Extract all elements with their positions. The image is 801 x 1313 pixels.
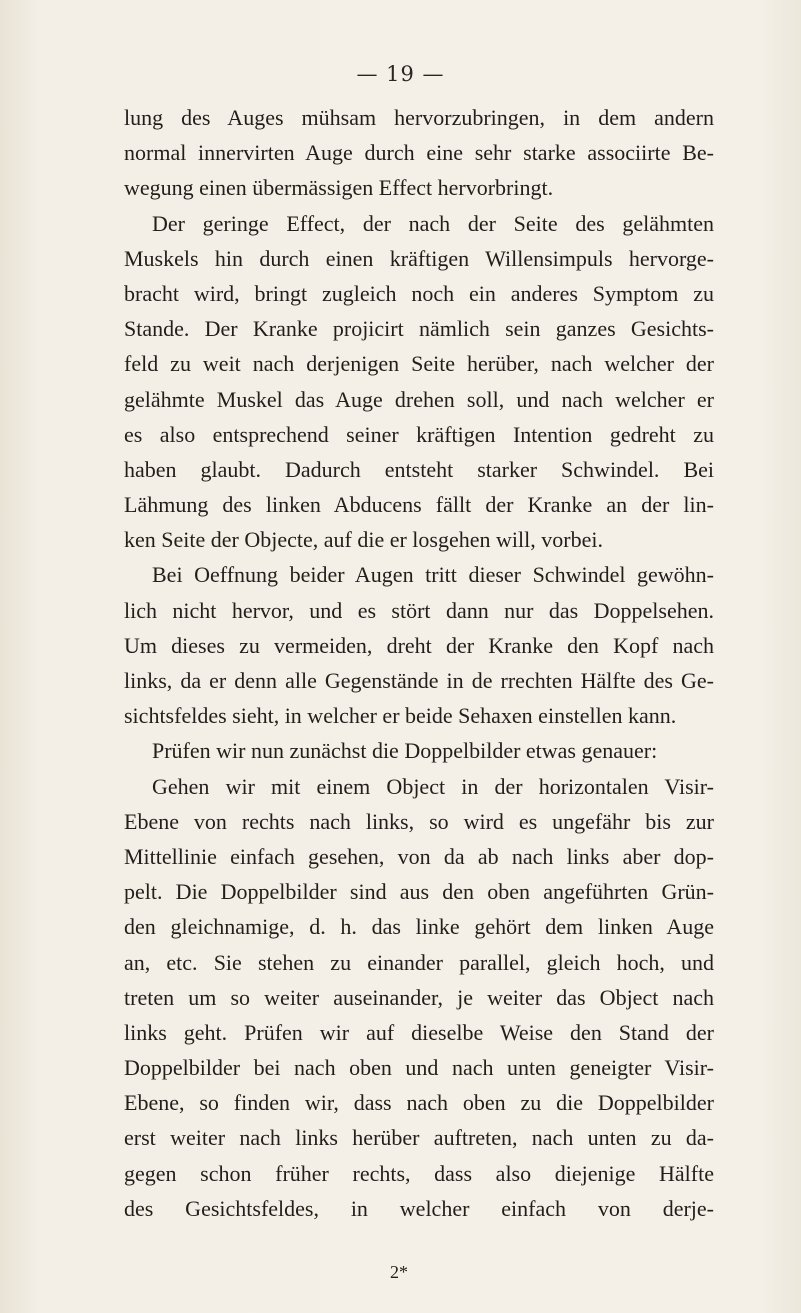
text-line: es also entsprechend seiner kräftigen Intention gedreht zu (124, 421, 714, 447)
text-line: Stande. Der Kranke projicirt nämlich sein ganzes Gesichts- (124, 316, 714, 342)
text-line: treten um so weiter auseinander, je weiter das Object nach (124, 984, 714, 1010)
text-line: den gleichnamige, d. h. das linke gehört dem linken Auge (124, 914, 714, 940)
text-line: des Gesichtsfeldes, in welcher einfach von derje- (124, 1195, 714, 1221)
text-line: Muskels hin durch einen kräftigen Willensimpuls hervorge- (124, 245, 714, 271)
text-line: links, da er denn alle Gegenstände in de rrechten Hälfte des Ge- (124, 668, 714, 693)
text-line: bracht wird, bringt zugleich noch ein anderes Symptom zu (124, 280, 714, 306)
text-line: lich nicht hervor, und es stört dann nur das Doppelsehen. (124, 597, 714, 623)
text-line: erst weiter nach links herüber auftreten, nach unten zu da- (124, 1125, 714, 1151)
text-line: gelähmte Muskel das Auge drehen soll, und nach welcher er (124, 386, 714, 412)
text-line: Ebene, so finden wir, dass nach oben zu die Doppelbilder (124, 1090, 714, 1116)
text-line: haben glaubt. Dadurch entsteht starker Schwindel. Bei (124, 456, 714, 482)
text-line: Bei Oeffnung beider Augen tritt dieser Schwindel gewöhn- (152, 562, 714, 588)
body-text (124, 100, 714, 1226)
text-line: links geht. Prüfen wir auf dieselbe Weise den Stand der (124, 1019, 714, 1045)
text-line: sichtsfeldes sieht, in welcher er beide Sehaxen einstellen kann. (124, 703, 677, 729)
text-line: Gehen wir mit einem Object in der horizontalen Visir- (152, 773, 714, 799)
text-line: feld zu weit nach derjenigen Seite herüber, nach welcher der (124, 351, 714, 377)
text-line: Um dieses zu vermeiden, dreht der Kranke den Kopf nach (124, 632, 714, 658)
text-line: gegen schon früher rechts, dass also diejenige Hälfte (124, 1160, 714, 1186)
text-line: Doppelbilder bei nach oben und nach unten geneigter Visir- (124, 1055, 714, 1081)
text-line: Der geringe Effect, der nach der Seite des gelähmten (152, 210, 714, 236)
text-line: pelt. Die Doppelbilder sind aus den oben angeführten Grün- (124, 879, 714, 905)
text-line: Prüfen wir nun zunächst die Doppelbilder etwas genauer: (152, 738, 658, 764)
text-line: wegung einen übermässigen Effect hervorbringt. (124, 175, 554, 201)
text-line: Mittellinie einfach gesehen, von da ab nach links aber dop- (124, 843, 714, 869)
text-line: Ebene von rechts nach links, so wird es ungefähr bis zur (124, 808, 714, 834)
page-number-header: — 19 — (356, 62, 445, 86)
text-line: ken Seite der Objecte, auf die er losgehen will, vorbei. (124, 527, 603, 553)
text-line: lung des Auges mühsam hervorzubringen, in dem andern (124, 105, 714, 130)
signature-mark: 2* (390, 1262, 408, 1282)
text-line: an, etc. Sie stehen zu einander parallel, gleich hoch, und (124, 949, 714, 975)
text-line: normal innervirten Auge durch eine sehr starke associirte Be- (124, 140, 714, 166)
text-line: Lähmung des linken Abducens fällt der Kranke an der lin- (124, 492, 714, 518)
